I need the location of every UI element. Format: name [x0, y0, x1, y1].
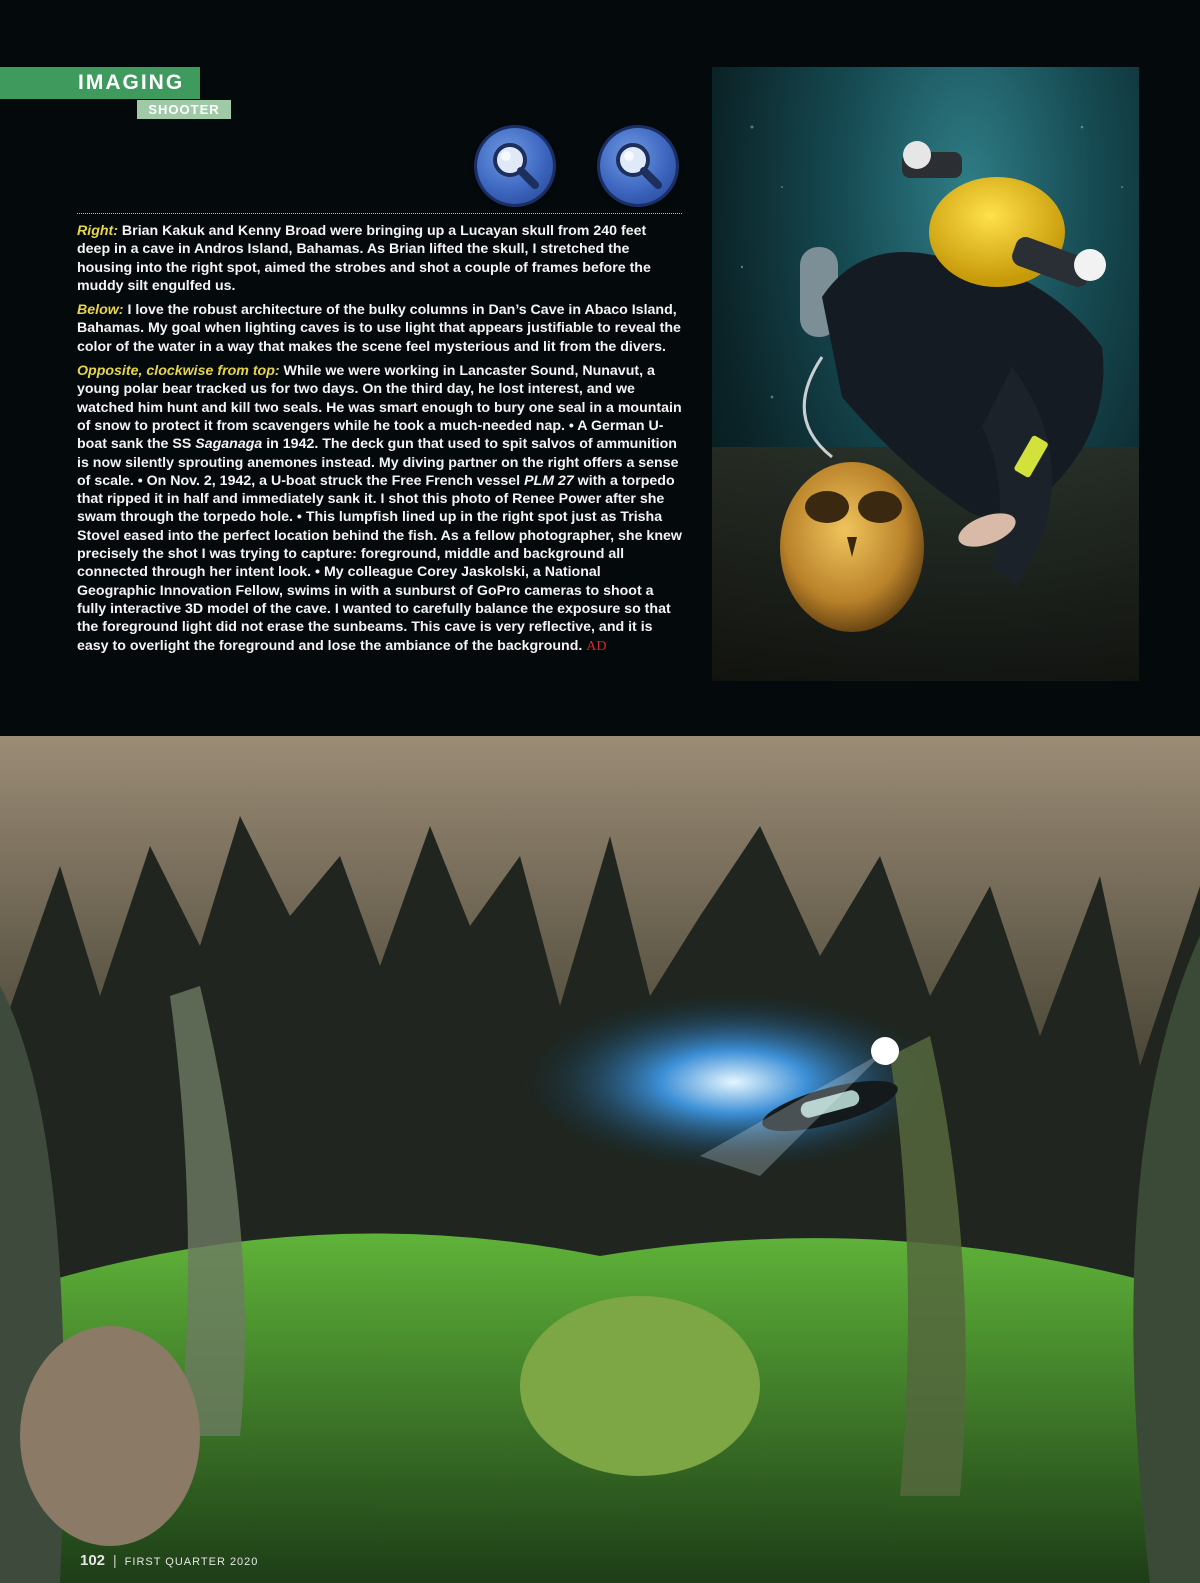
caption-below — [77, 301, 683, 356]
page-number: 102 — [80, 1552, 106, 1569]
caption-text: in 1942. The deck gun that used to spit salvos of ammunition is now silently sprouting anemones instead. My diving partner on the right offers a sense of scale. • On Nov. 2, 1942, a U-boat struck the Free French vessel — [77, 436, 679, 489]
zoom-in-button[interactable] — [477, 128, 553, 204]
issue-label: FIRST QUARTER 2020 — [124, 1556, 259, 1568]
footer-separator: | — [113, 1552, 117, 1568]
photo-diver-skull — [712, 67, 1139, 681]
caption-lead: Below: — [77, 302, 124, 319]
ship-name: PLM 27 — [524, 472, 574, 489]
zoom-out-button[interactable] — [600, 128, 676, 204]
caption-text: I love the robust architecture of the bulky columns in Dan’s Cave in Abaco Island, Bahamas. My goal when lighting caves is to use light that appears justifiable to reveal the color of the water in a way that makes the scene feel mysterious and lit from the divers. — [77, 302, 681, 355]
end-mark: AD — [586, 638, 607, 654]
caption-right — [77, 222, 683, 295]
caption-block — [77, 222, 683, 662]
page-footer — [80, 1552, 258, 1569]
section-tag: IMAGING — [0, 67, 200, 99]
caption-text: While we were working in Lancaster Sound, Nunavut, a young polar bear tracked us for two days. On the third day, he lost interest, and we watched him hunt and kill two seals. He was smart enough to bury one seal in a mountain of snow to protect it from scavengers while he took a much-needed nap. • A German U-boat sank the SS — [77, 363, 682, 453]
caption-text: with a torpedo that ripped it in half and immediately sank it. I shot this photo of Renee Power after she swam through the torpedo hole. • This lumpfish lined up in the right spot just as Trisha Stovel eased into the perfect location behind the fish. As a fellow photographer, she knew precisely the shot I was trying to capture: foreground, middle and background all connected through her intent look. • My colleague Corey Jaskolski, a National Geographic Innovation Fellow, swims in with a sunburst of GoPro cameras to shoot a fully interactive 3D model of the cave. I wanted to carefully balance the exposure so that the foreground light did not erase the sunbeams. This cave is very reflective, and it is easy to overlight the foreground and lose the ambiance of the background. — [77, 472, 682, 654]
photo-cave — [0, 736, 1200, 1583]
caption-lead: Right: — [77, 223, 118, 239]
diver-skull-illustration — [712, 67, 1139, 681]
caption-text: Brian Kakuk and Kenny Broad were bringing up a Lucayan skull from 240 feet deep in a cave in Andros Island, Bahamas. As Brian lifted the skull, I stretched the housing into the right spot, aimed the strobes and shot a couple of frames before the muddy silt engulfed us. — [77, 223, 651, 294]
caption-lead: Opposite, clockwise from top: — [77, 363, 280, 380]
magnifier-icon — [600, 128, 676, 204]
subsection-tag: SHOOTER — [137, 100, 231, 119]
cave-illustration — [0, 736, 1200, 1583]
magnifier-icon — [477, 128, 553, 204]
divider — [77, 213, 682, 214]
ship-name: Saganaga — [195, 436, 263, 453]
caption-opposite — [77, 362, 683, 656]
